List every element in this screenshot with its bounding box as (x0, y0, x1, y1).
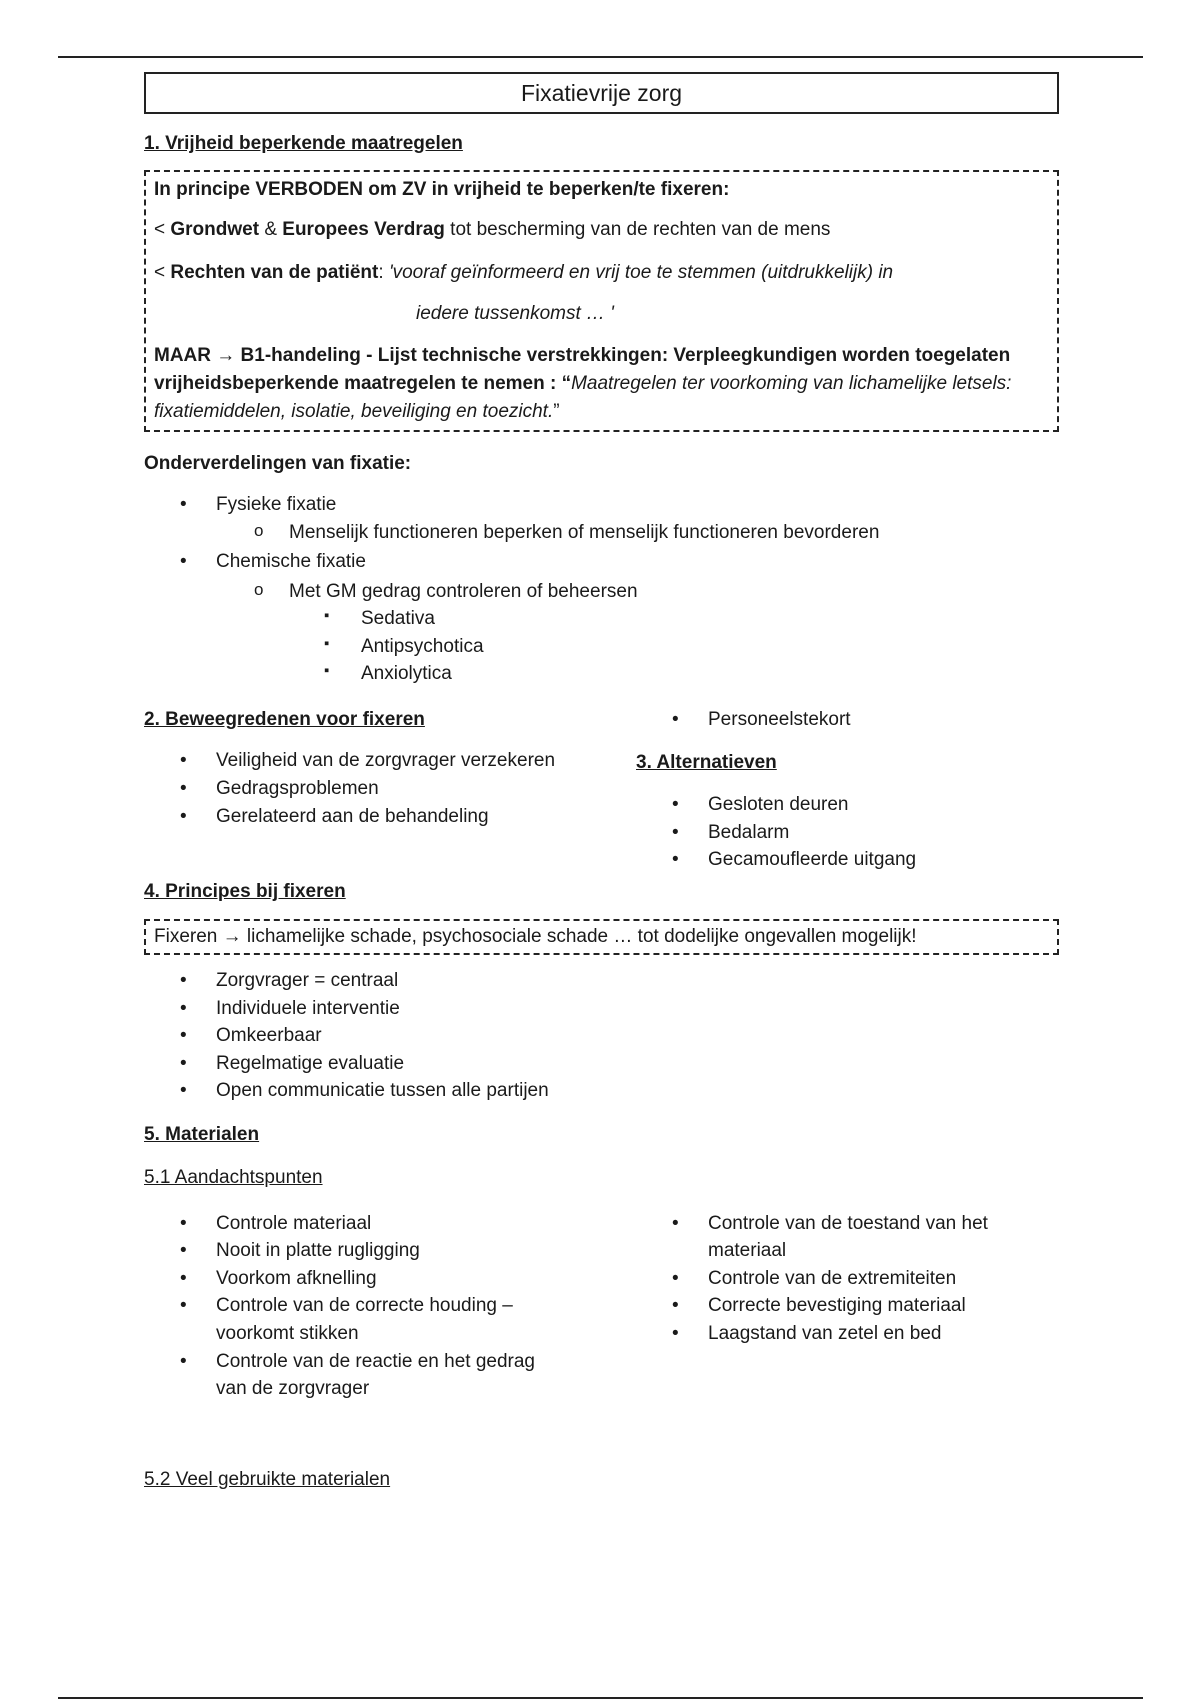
list-item: • Bedalarm (636, 819, 1056, 847)
list-item: • Regelmatige evaluatie (144, 1050, 1059, 1078)
list-item: ▪ Antipsychotica (144, 633, 1059, 661)
list-item: • Fysieke fixatie (144, 491, 1059, 519)
list-item: o Menselijk functioneren beperken of menselijk functioneren bevorderen (144, 519, 1059, 547)
prohibition-line: In principe VERBODEN om ZV in vrijheid te beperken/te fixeren: (154, 178, 730, 200)
patient-rights-continuation: iedere tussenkomst … ' (416, 303, 614, 325)
list-item: ▪ Anxiolytica (144, 660, 1059, 688)
section1-heading: 1. Vrijheid beperkende maatregelen (144, 133, 463, 154)
list-item: • Chemische fixatie (144, 548, 1059, 576)
list-item: • Personeelstekort (636, 706, 1056, 734)
fysiek-sub-list (144, 519, 1059, 547)
fixation-types-list-2 (144, 548, 1059, 576)
list-item: • Nooit in platte rugligging (144, 1237, 564, 1265)
list-item: • Gecamoufleerde uitgang (636, 846, 1056, 874)
reasons-list (144, 747, 564, 830)
prohibition-box (144, 170, 1059, 432)
list-item: • Veiligheid van de zorgvrager verzekeren (144, 747, 564, 775)
list-item: • Controle materiaal (144, 1210, 564, 1238)
medication-list (144, 605, 1059, 688)
law-line: < Grondwet & Europees Verdrag tot bescherming van de rechten van de mens (154, 219, 831, 241)
section5-2-heading: 5.2 Veel gebruikte materialen (144, 1468, 391, 1490)
list-item: ▪ Sedativa (144, 605, 1059, 633)
list-item: • Controle van de extremiteiten (636, 1265, 1056, 1293)
alternatives-list (636, 791, 1056, 874)
chemisch-sub-list (144, 578, 1059, 606)
list-item: • Controle van de toestand van het materiaal (636, 1210, 1056, 1265)
section5-1-heading: 5.1 Aandachtspunten (144, 1167, 323, 1189)
section3-heading: 3. Alternatieven (636, 752, 777, 774)
list-item: • Open communicatie tussen alle partijen (144, 1077, 1059, 1105)
fixation-types-list (144, 491, 1059, 519)
list-item: • Zorgvrager = centraal (144, 967, 1059, 995)
document-page (144, 72, 1059, 1493)
header-rule (58, 56, 1143, 58)
attention-left-column (144, 1210, 564, 1403)
list-item: • Gedragsproblemen (144, 775, 564, 803)
section5-heading: 5. Materialen (144, 1123, 260, 1145)
patient-rights-line: < Rechten van de patiënt: 'vooraf geïnformeerd en vrij toe te stemmen (uitdrukkelijk) in (154, 261, 894, 283)
list-item: • Gerelateerd aan de behandeling (144, 803, 564, 831)
b1-handling-line: MAAR → B1-handeling - Lijst technische verstrekkingen: Verpleegkundigen worden toegelaten vrijheidsbeperkende maatregelen te nemen : “Maatregelen ter voorkoming van lichamelijke letsels: fixatiemiddelen, isolatie, beveiliging en toezicht.” (154, 344, 1012, 422)
list-item: • Omkeerbaar (144, 1022, 1059, 1050)
list-item: • Individuele interventie (144, 995, 1059, 1023)
list-item: • Correcte bevestiging materiaal (636, 1292, 1056, 1320)
subdivision-heading: Onderverdelingen van fixatie: (144, 452, 412, 474)
list-item: • Gesloten deuren (636, 791, 1056, 819)
section2-heading: 2. Beweegredenen voor fixeren (144, 708, 425, 730)
reasons-list-continued (636, 706, 1056, 734)
section3-column (636, 706, 1056, 874)
list-item: • Controle van de reactie en het gedrag van de zorgvrager (144, 1348, 564, 1403)
list-item: • Voorkom afknelling (144, 1265, 564, 1293)
attention-points (144, 1210, 1059, 1422)
list-item: o Met GM gedrag controleren of beheersen (144, 578, 1059, 606)
section4-heading: 4. Principes bij fixeren (144, 880, 346, 902)
list-item: • Laagstand van zetel en bed (636, 1320, 1056, 1348)
section2-column (144, 706, 564, 830)
list-item: • Controle van de correcte houding – voorkomt stikken (144, 1292, 564, 1347)
principles-list (144, 967, 1059, 1105)
attention-list-right (636, 1210, 1056, 1348)
document-title: Fixatievrije zorg (144, 72, 1059, 114)
danger-box (144, 919, 1059, 955)
footer-rule (58, 1697, 1143, 1699)
attention-right-column (636, 1210, 1056, 1348)
sections-2-3 (144, 706, 1059, 878)
danger-line: Fixeren → lichamelijke schade, psychosociale schade … tot dodelijke ongevallen mogelijk! (154, 926, 917, 948)
attention-list-left (144, 1210, 564, 1403)
